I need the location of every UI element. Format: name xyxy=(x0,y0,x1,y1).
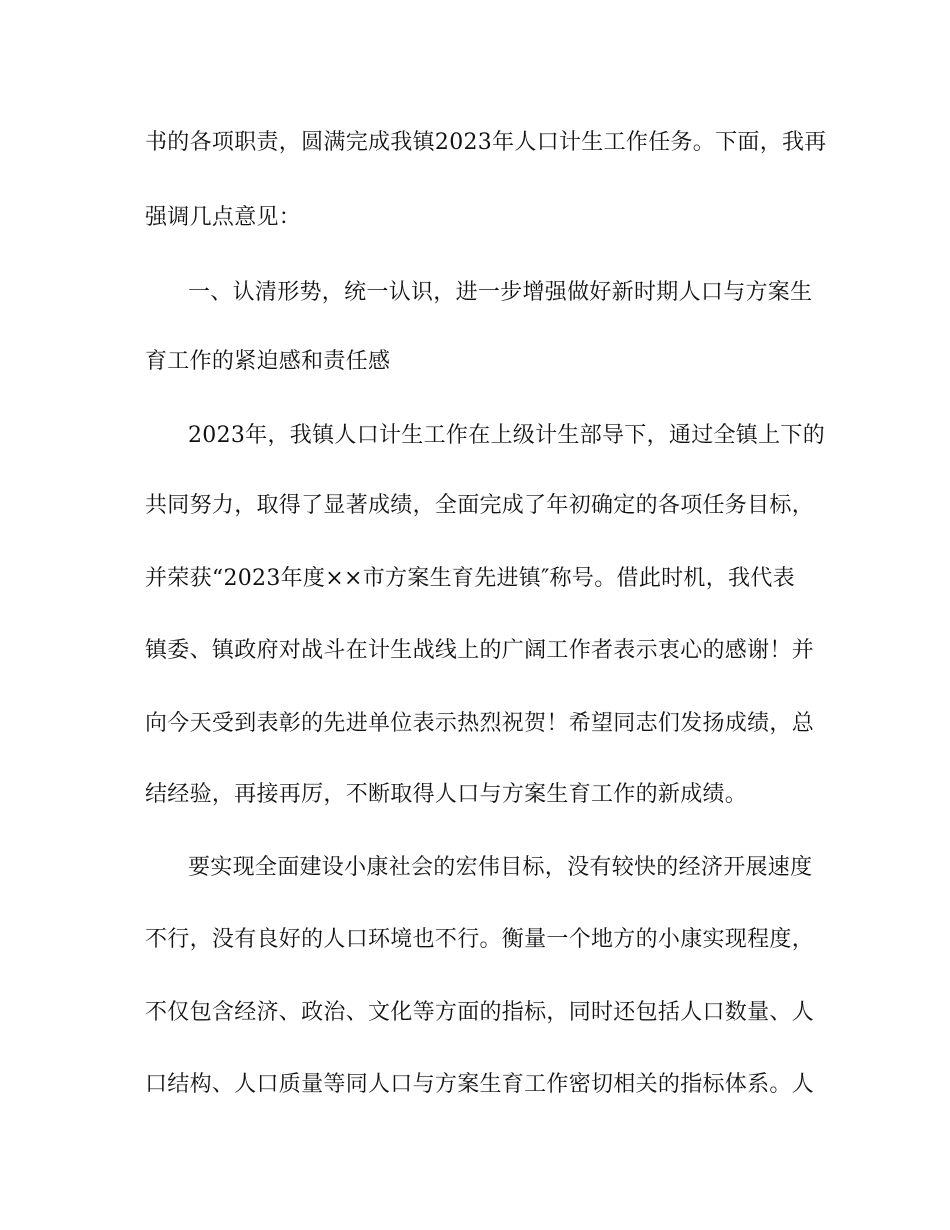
section-heading: 一、认清形势，统一认识，进一步增强做好新时期人口与方案生 xyxy=(188,280,813,305)
text-line: 结经验，再接再厉，不断取得人口与方案生育工作的新成绩。 xyxy=(145,782,748,807)
paragraph-start: 2023年，我镇人口计生工作在上级计生部导下，通过全镇上下的 xyxy=(188,423,825,448)
text-line: 书的各项职责，圆满完成我镇2023年人口计生工作任务。下面，我再 xyxy=(145,130,827,155)
text-line: 强调几点意见： xyxy=(145,205,302,230)
paragraph-start: 要实现全面建设小康社会的宏伟目标，没有较快的经济开展速度 xyxy=(188,855,813,880)
section-heading-continued: 育工作的紧迫感和责任感 xyxy=(145,349,391,374)
text-line: 向今天受到表彰的先进单位表示热烈祝贺！希望同志们发扬成绩，总 xyxy=(145,711,815,736)
text-line: 口结构、人口质量等同人口与方案生育工作密切相关的指标体系。人 xyxy=(145,1072,815,1097)
text-line: 并荣获“2023年度××市方案生育先进镇″称号。借此时机，我代表 xyxy=(145,566,795,591)
text-line: 共同努力，取得了显著成绩，全面完成了年初确定的各项任务目标， xyxy=(145,493,815,518)
text-line: 不行，没有良好的人口环境也不行。衡量一个地方的小康实现程度， xyxy=(145,927,815,952)
text-line: 不仅包含经济、政治、文化等方面的指标，同时还包括人口数量、人 xyxy=(145,1000,815,1025)
text-line: 镇委、镇政府对战斗在计生战线上的广阔工作者表示衷心的感谢！并 xyxy=(145,638,815,663)
